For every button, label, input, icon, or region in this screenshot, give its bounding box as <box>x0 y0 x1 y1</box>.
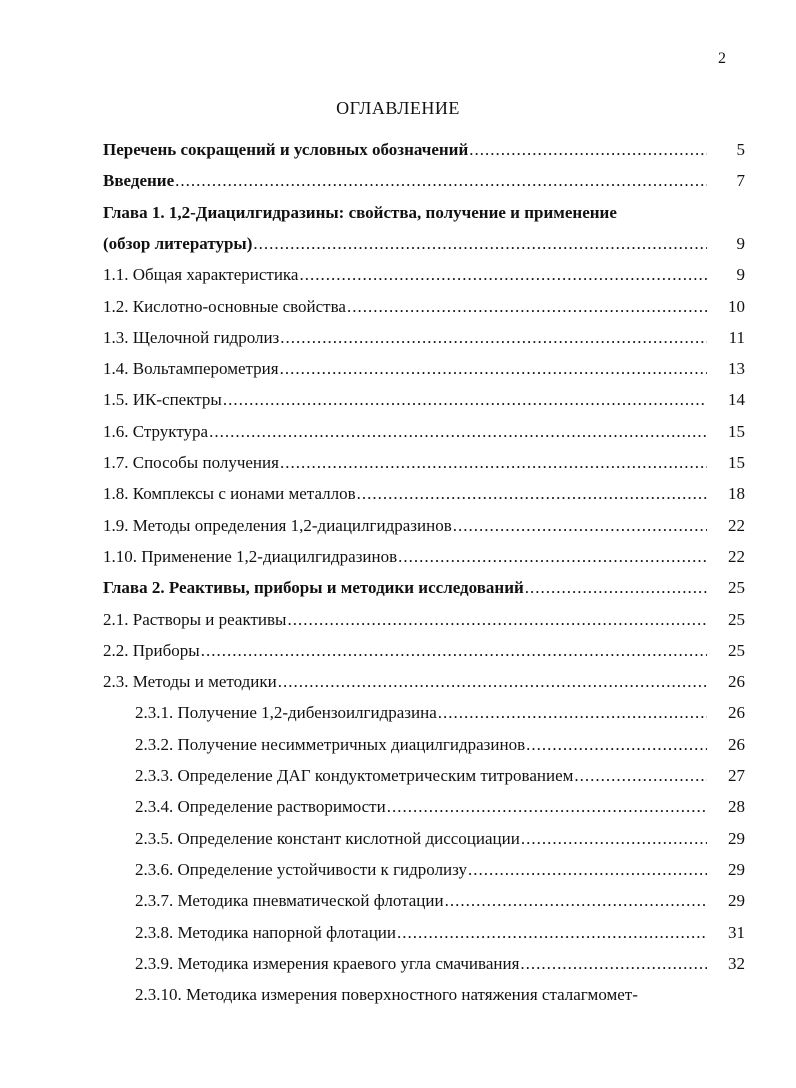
toc-leader-dots <box>201 641 707 661</box>
toc-entry-page: 27 <box>728 766 745 785</box>
page-number: 2 <box>718 50 726 67</box>
toc-entry-page: 14 <box>728 390 745 410</box>
toc-entry <box>135 891 745 919</box>
toc-entry <box>103 516 745 544</box>
toc-entry-page: 9 <box>736 265 745 285</box>
toc-leader-dots <box>453 516 707 536</box>
toc-entry-label: 1.2. Кислотно-основные свойства <box>103 296 346 316</box>
toc-entry-page: 26 <box>728 734 745 754</box>
toc-entry-page: 26 <box>728 703 745 723</box>
toc-entry <box>103 297 745 325</box>
toc-entry <box>103 578 745 606</box>
toc-leader-dots <box>280 359 707 379</box>
toc-entry <box>103 171 745 199</box>
toc-entry-label: 2.3.3. Определение ДАГ кондуктометрическим титрованием <box>135 766 574 785</box>
toc-entry <box>135 797 745 825</box>
toc-entry <box>103 484 745 512</box>
toc-entry-page: 28 <box>728 797 745 817</box>
toc-entry-label: 2.3.4. Определение растворимости <box>135 797 386 817</box>
toc-leader-dots <box>209 422 707 442</box>
toc-entry <box>135 860 745 888</box>
toc-entry-page: 31 <box>728 922 745 942</box>
toc-entry-page: 18 <box>728 484 745 504</box>
toc-entry-label: 2.3.6. Определение устойчивости к гидролизу <box>135 859 468 879</box>
toc-entry-label: 1.6. Структура <box>103 421 209 441</box>
toc-entry <box>103 547 745 575</box>
toc-entry-label: Глава 1. 1,2-Диацилгидразины: свойства, получение и применение <box>103 202 617 222</box>
toc-title: ОГЛАВЛЕНИЕ <box>336 98 460 118</box>
toc-entry-label: Глава 2. Реактивы, приборы и методики исследований <box>103 578 524 598</box>
toc-entry-label: 1.3. Щелочной гидролиз <box>103 327 280 347</box>
toc-leader-dots <box>299 265 707 285</box>
toc-entry-label: 1.1. Общая характеристика <box>103 265 299 285</box>
toc-leader-dots <box>287 610 707 630</box>
toc-entry <box>103 422 745 450</box>
toc-entry-label: 2.2. Приборы <box>103 640 200 660</box>
toc-leader-dots <box>278 672 707 692</box>
toc-entry-label: 1.9. Методы определения 1,2-диацилгидразинов <box>103 515 452 535</box>
toc-entry-page: 10 <box>728 296 745 316</box>
toc-entry <box>103 610 745 638</box>
toc-entry-label: Перечень сокращений и условных обозначений <box>103 140 469 159</box>
toc-leader-dots <box>525 578 707 598</box>
toc-entry-label: 1.10. Применение 1,2-диацилгидразинов <box>103 546 398 566</box>
toc-entry-page: 22 <box>728 546 745 566</box>
toc-entry-page: 11 <box>728 327 745 347</box>
toc-entry-page: 29 <box>728 891 745 911</box>
toc-entry-label: 1.4. Вольтамперометрия <box>103 359 279 379</box>
toc-entry-label: 1.8. Комплексы с ионами металлов <box>103 484 356 504</box>
toc-entry-label: 2.3.9. Методика измерения краевого угла смачивания <box>135 953 520 973</box>
toc-entry-label: 2.3.2. Получение несимметричных диацилгидразинов <box>135 734 526 754</box>
toc-entry-page: 7 <box>736 171 745 191</box>
toc-leader-dots <box>438 703 707 723</box>
toc-entry-page: 25 <box>728 640 745 660</box>
toc-entry <box>103 672 745 700</box>
toc-entry <box>103 328 745 356</box>
toc-entry-page: 32 <box>728 953 745 973</box>
toc-entry-page: 22 <box>728 515 745 535</box>
toc-entry-page: 26 <box>728 672 745 692</box>
toc-entry-label: 1.7. Способы получения <box>103 453 279 472</box>
toc-leader-dots <box>175 171 707 191</box>
toc-entry <box>135 703 745 731</box>
toc-entry-page: 5 <box>736 140 745 159</box>
toc-entry-page: 15 <box>728 453 745 472</box>
toc-leader-dots <box>387 797 707 817</box>
toc-entry-label: (обзор литературы) <box>103 233 253 253</box>
toc-leader-dots <box>347 297 707 317</box>
toc-leader-dots <box>280 453 707 473</box>
toc-entry <box>135 829 745 857</box>
toc-entry <box>135 766 745 794</box>
toc-leader-dots <box>280 328 707 348</box>
toc-entry <box>103 453 745 481</box>
toc-entry <box>103 265 745 293</box>
toc-leader-dots <box>469 140 707 160</box>
toc-leader-dots <box>223 390 707 410</box>
toc-entry <box>103 140 745 168</box>
toc-entry-label: 2.1. Растворы и реактивы <box>103 609 287 629</box>
toc-entry <box>135 735 745 763</box>
toc-leader-dots <box>521 829 707 849</box>
toc-entry <box>103 359 745 387</box>
toc-entry-label: 2.3.1. Получение 1,2-дибензоилгидразина <box>135 703 437 723</box>
toc-leader-dots <box>468 860 707 880</box>
toc-entry-label: Введение <box>103 171 175 191</box>
toc-leader-dots <box>445 891 707 911</box>
toc-entry-page: 15 <box>728 421 745 441</box>
toc-entry-page: 9 <box>736 233 745 253</box>
toc-entry-label: 1.5. ИК-спектры <box>103 390 222 410</box>
toc-entry <box>103 641 745 669</box>
toc-entry <box>103 390 745 418</box>
toc-entry-label: 2.3.10. Методика измерения поверхностного натяжения сталагмомет- <box>135 985 638 1005</box>
toc-leader-dots <box>398 547 707 567</box>
toc-entry-page: 25 <box>728 578 745 598</box>
toc-entry <box>135 923 745 951</box>
toc-entry <box>103 234 745 262</box>
toc-entry-page: 13 <box>728 359 745 379</box>
toc-leader-dots <box>520 954 707 974</box>
toc-leader-dots <box>357 484 707 504</box>
toc-entry-page: 25 <box>728 609 745 629</box>
toc-leader-dots <box>574 766 707 786</box>
toc-entry-page: 29 <box>728 828 745 848</box>
toc-leader-dots <box>253 234 707 254</box>
toc-entry-label: 2.3.5. Определение констант кислотной диссоциации <box>135 828 520 848</box>
toc-leader-dots <box>397 923 707 943</box>
toc-entry <box>135 954 745 982</box>
toc-entry-label: 2.3.8. Методика напорной флотации <box>135 922 396 942</box>
toc-entry-page: 29 <box>728 859 745 879</box>
toc-leader-dots <box>526 735 707 755</box>
toc-entry-label: 2.3. Методы и методики <box>103 672 277 692</box>
toc-entry <box>135 985 700 1013</box>
toc-entry-label: 2.3.7. Методика пневматической флотации <box>135 891 444 911</box>
toc-entry <box>103 203 700 231</box>
